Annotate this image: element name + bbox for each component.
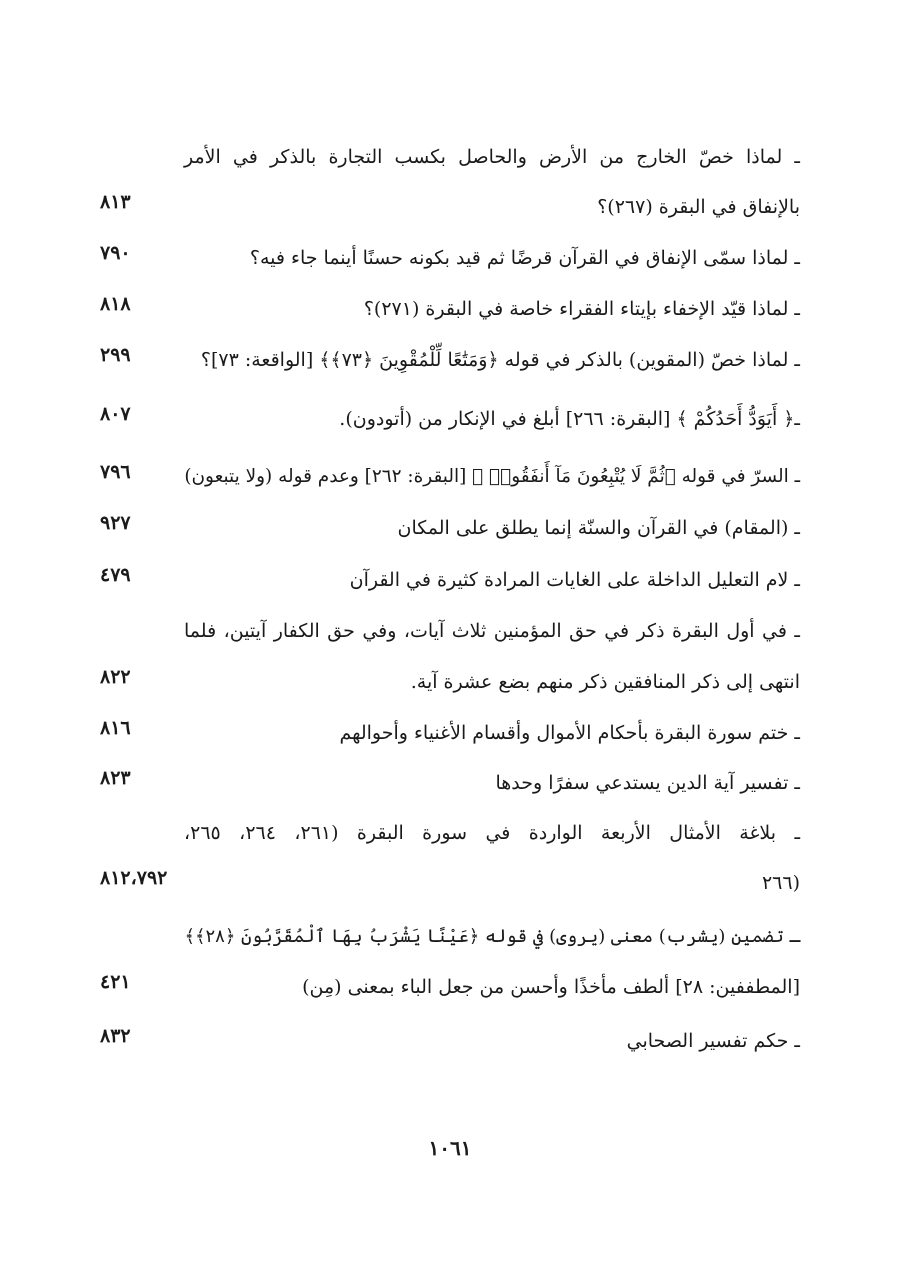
entry-text: ـ لماذا خصّ (المقوين) بالذكر في قوله ﴿وَمَتَٰعًا لِّلْمُقْوِينَ ﴿٧٣﴾﴾ [الواقعة: ٧٣]؟ xyxy=(200,349,800,371)
page-number: ٨١٦ xyxy=(100,717,131,739)
entry-text: ـ تضمين (يشرب) معنى (يروى) في قوله ﴿عَيْنًا يَشْرَبُ بِهَا ٱلْمُقَرَّبُونَ ﴿٢٨﴾﴾ xyxy=(184,926,800,947)
index-entry xyxy=(100,1016,800,1066)
index-entry xyxy=(100,808,800,858)
entry-text: ـ ختم سورة البقرة بأحكام الأموال وأقسام الأغنياء وأحوالهم xyxy=(339,722,800,744)
index-entry xyxy=(100,657,800,707)
page-number: ٨١٣ xyxy=(100,191,131,213)
page-number: ٤٧٩ xyxy=(100,564,131,586)
index-entry xyxy=(100,962,800,1012)
entry-text: ـ﴿ أَيَوَدُّ أَحَدُكُمْ ﴾ [البقرة: ٢٦٦] أبلغ في الإنكار من (أتودون). xyxy=(339,408,800,430)
entry-text: ـ لماذا قيّد الإخفاء بإيتاء الفقراء خاصة في البقرة (٢٧١)؟ xyxy=(363,298,800,320)
page-number: ٨٢٣ xyxy=(100,767,131,789)
page-number: ٨٠٧ xyxy=(100,403,131,425)
index-entry xyxy=(100,912,800,962)
page-number: ٢٩٩ xyxy=(100,344,131,366)
index-entry xyxy=(100,708,800,758)
entry-text: ـ في أول البقرة ذكر في حق المؤمنين ثلاث آيات، وفي حق الكفار آيتين، فلما xyxy=(184,620,800,642)
page-number: ٧٩٦ xyxy=(100,461,131,483)
page-number: ٧٩٠ xyxy=(100,242,131,264)
page-number: ٨٢٢ xyxy=(100,666,131,688)
index-entry xyxy=(100,233,800,283)
index-entry xyxy=(100,555,800,605)
entry-text: ـ لماذا سمّى الإنفاق في القرآن قرضًا ثم قيد بكونه حسنًا أينما جاء فيه؟ xyxy=(249,247,800,269)
entry-text: ـ بلاغة الأمثال الأربعة الواردة في سورة البقرة (٢٦١، ٢٦٤، ٢٦٥، xyxy=(184,822,801,844)
entry-text: انتهى إلى ذكر المنافقين ذكر منهم بضع عشرة آية. xyxy=(410,671,800,693)
entry-text: ـ لام التعليل الداخلة على الغايات المرادة كثيرة في القرآن xyxy=(349,569,800,591)
index-entry xyxy=(100,182,800,232)
entry-text: بالإنفاق في البقرة (٢٦٧)؟ xyxy=(597,196,800,218)
entry-text: [المطففين: ٢٨] ألطف مأخذًا وأحسن من جعل الباء بمعنى (مِن) xyxy=(302,976,800,998)
index-entry xyxy=(100,858,800,908)
folio-page-number: ١٠٦١ xyxy=(428,1136,472,1160)
index-entry xyxy=(100,503,800,553)
index-entry xyxy=(100,284,800,334)
index-entry xyxy=(100,606,800,656)
index-entry xyxy=(100,394,800,444)
entry-text: ـ السرّ في قوله ﴿ثُمَّ لَا يُتْبِعُونَ مَآ أَنفَقُوا۟ ﴾ [البقرة: ٢٦٢] وعدم قوله (ولا يتبعون) xyxy=(184,466,800,487)
entry-text: ـ حكم تفسير الصحابي xyxy=(626,1030,800,1052)
entry-text: ـ لماذا خصّ الخارج من الأرض والحاصل بكسب التجارة بالذكر في الأمر xyxy=(184,146,800,168)
index-entry xyxy=(100,758,800,808)
index-entry xyxy=(100,452,800,502)
index-entry xyxy=(100,335,800,385)
page-number: ٩٢٧ xyxy=(100,512,131,534)
entry-text: ـ (المقام) في القرآن والسنّة إنما يطلق على المكان xyxy=(397,517,800,539)
index-entry xyxy=(100,132,800,182)
entry-text: (٢٦٦ xyxy=(761,872,800,894)
page-number: ٤٢١ xyxy=(100,971,131,993)
page-number: ٨١٢،٧٩٢ xyxy=(100,867,168,889)
page-number: ٨٣٢ xyxy=(100,1025,131,1047)
page-number: ٨١٨ xyxy=(100,293,131,315)
entry-text: ـ تفسير آية الدين يستدعي سفرًا وحدها xyxy=(495,772,800,794)
